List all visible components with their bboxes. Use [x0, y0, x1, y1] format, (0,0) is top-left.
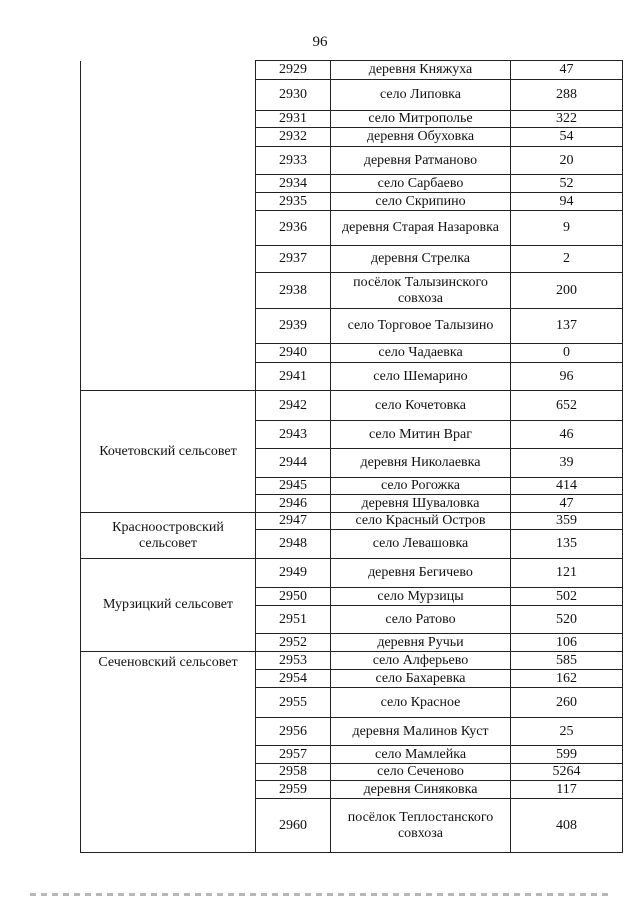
settlement-name-cell: деревня Ручьи	[331, 634, 511, 652]
settlement-name-cell: село Красное	[331, 688, 511, 718]
settlement-number-cell: 2936	[256, 211, 331, 246]
settlement-name-cell: село Сарбаево	[331, 175, 511, 193]
settlement-number-cell: 2959	[256, 781, 331, 799]
settlement-name-cell: деревня Синяковка	[331, 781, 511, 799]
settlement-name-cell: деревня Княжуха	[331, 61, 511, 80]
settlement-number-cell: 2944	[256, 449, 331, 478]
population-cell: 414	[511, 478, 623, 495]
council-name-cell: Сеченовский сельсовет	[81, 652, 256, 853]
population-cell: 47	[511, 61, 623, 80]
settlement-number-cell: 2955	[256, 688, 331, 718]
settlement-number-cell: 2951	[256, 606, 331, 634]
settlement-number-cell: 2947	[256, 513, 331, 530]
settlement-name-cell: деревня Стрелка	[331, 246, 511, 273]
population-cell: 137	[511, 309, 623, 344]
settlement-name-cell: село Кочетовка	[331, 391, 511, 421]
settlement-name-cell: село Бахаревка	[331, 670, 511, 688]
settlement-name-cell: село Мамлейка	[331, 746, 511, 764]
population-cell: 288	[511, 80, 623, 111]
settlement-number-cell: 2931	[256, 111, 331, 128]
settlement-name-cell: село Митрополье	[331, 111, 511, 128]
settlement-number-cell: 2935	[256, 193, 331, 211]
settlement-number-cell: 2952	[256, 634, 331, 652]
settlements-table	[80, 60, 623, 853]
settlement-name-cell: деревня Старая Назаровка	[331, 211, 511, 246]
population-cell: 322	[511, 111, 623, 128]
settlement-name-cell: деревня Обуховка	[331, 128, 511, 147]
settlement-number-cell: 2937	[256, 246, 331, 273]
settlements-table-body	[81, 61, 623, 853]
settlement-name-cell: село Ратово	[331, 606, 511, 634]
population-cell: 117	[511, 781, 623, 799]
settlement-number-cell: 2957	[256, 746, 331, 764]
settlement-number-cell: 2938	[256, 273, 331, 309]
table-row	[81, 559, 623, 588]
population-cell: 20	[511, 147, 623, 175]
settlement-name-cell: село Рогожка	[331, 478, 511, 495]
table-row	[81, 513, 623, 530]
population-cell: 106	[511, 634, 623, 652]
population-cell: 9	[511, 211, 623, 246]
settlement-number-cell: 2934	[256, 175, 331, 193]
settlement-number-cell: 2953	[256, 652, 331, 670]
settlement-number-cell: 2960	[256, 799, 331, 853]
settlement-number-cell: 2929	[256, 61, 331, 80]
council-name-cell: Кочетовский сельсовет	[81, 391, 256, 513]
council-name-cell: Краснoостровский сельсовет	[81, 513, 256, 559]
settlement-name-cell: село Митин Враг	[331, 421, 511, 449]
settlement-number-cell: 2942	[256, 391, 331, 421]
settlement-number-cell: 2940	[256, 344, 331, 363]
settlement-name-cell: посёлок Талызинского совхоза	[331, 273, 511, 309]
population-cell: 2	[511, 246, 623, 273]
settlement-name-cell: деревня Бегичево	[331, 559, 511, 588]
population-cell: 54	[511, 128, 623, 147]
settlement-number-cell: 2933	[256, 147, 331, 175]
settlement-name-cell: село Левашовка	[331, 530, 511, 559]
population-cell: 162	[511, 670, 623, 688]
council-name-cell: Мурзицкий сельсовет	[81, 559, 256, 652]
population-cell: 0	[511, 344, 623, 363]
settlement-name-cell: село Чадаевка	[331, 344, 511, 363]
population-cell: 5264	[511, 764, 623, 781]
settlement-name-cell: село Сеченово	[331, 764, 511, 781]
settlement-name-cell: село Липовка	[331, 80, 511, 111]
settlement-number-cell: 2943	[256, 421, 331, 449]
population-cell: 260	[511, 688, 623, 718]
population-cell: 200	[511, 273, 623, 309]
council-name-cell	[81, 61, 256, 391]
settlement-name-cell: деревня Шуваловка	[331, 495, 511, 513]
population-cell: 359	[511, 513, 623, 530]
settlement-name-cell: деревня Ратманово	[331, 147, 511, 175]
settlement-number-cell: 2958	[256, 764, 331, 781]
population-cell: 408	[511, 799, 623, 853]
population-cell: 39	[511, 449, 623, 478]
population-cell: 47	[511, 495, 623, 513]
settlement-name-cell: деревня Николаевка	[331, 449, 511, 478]
settlement-name-cell: посёлок Теплостанского совхоза	[331, 799, 511, 853]
settlement-number-cell: 2949	[256, 559, 331, 588]
population-cell: 94	[511, 193, 623, 211]
population-cell: 520	[511, 606, 623, 634]
settlement-number-cell: 2956	[256, 718, 331, 746]
settlement-name-cell: село Шемарино	[331, 363, 511, 391]
population-cell: 52	[511, 175, 623, 193]
table-row	[81, 61, 623, 80]
settlement-number-cell: 2932	[256, 128, 331, 147]
page-number: 96	[312, 34, 328, 50]
table-row	[81, 391, 623, 421]
settlement-number-cell: 2946	[256, 495, 331, 513]
settlement-name-cell: село Мурзицы	[331, 588, 511, 606]
table-row	[81, 652, 623, 670]
settlement-name-cell: село Торговое Талызино	[331, 309, 511, 344]
settlement-number-cell: 2950	[256, 588, 331, 606]
population-cell: 46	[511, 421, 623, 449]
population-cell: 135	[511, 530, 623, 559]
settlement-name-cell: село Алферьево	[331, 652, 511, 670]
settlement-number-cell: 2948	[256, 530, 331, 559]
settlement-number-cell: 2941	[256, 363, 331, 391]
settlement-number-cell: 2954	[256, 670, 331, 688]
population-cell: 585	[511, 652, 623, 670]
settlement-number-cell: 2945	[256, 478, 331, 495]
population-cell: 652	[511, 391, 623, 421]
settlement-name-cell: село Красный Остров	[331, 513, 511, 530]
scan-footer-noise	[30, 893, 610, 896]
settlement-name-cell: село Скрипино	[331, 193, 511, 211]
population-cell: 25	[511, 718, 623, 746]
settlement-number-cell: 2939	[256, 309, 331, 344]
population-cell: 96	[511, 363, 623, 391]
population-cell: 599	[511, 746, 623, 764]
settlement-name-cell: деревня Малинов Куст	[331, 718, 511, 746]
population-cell: 502	[511, 588, 623, 606]
settlement-number-cell: 2930	[256, 80, 331, 111]
population-cell: 121	[511, 559, 623, 588]
